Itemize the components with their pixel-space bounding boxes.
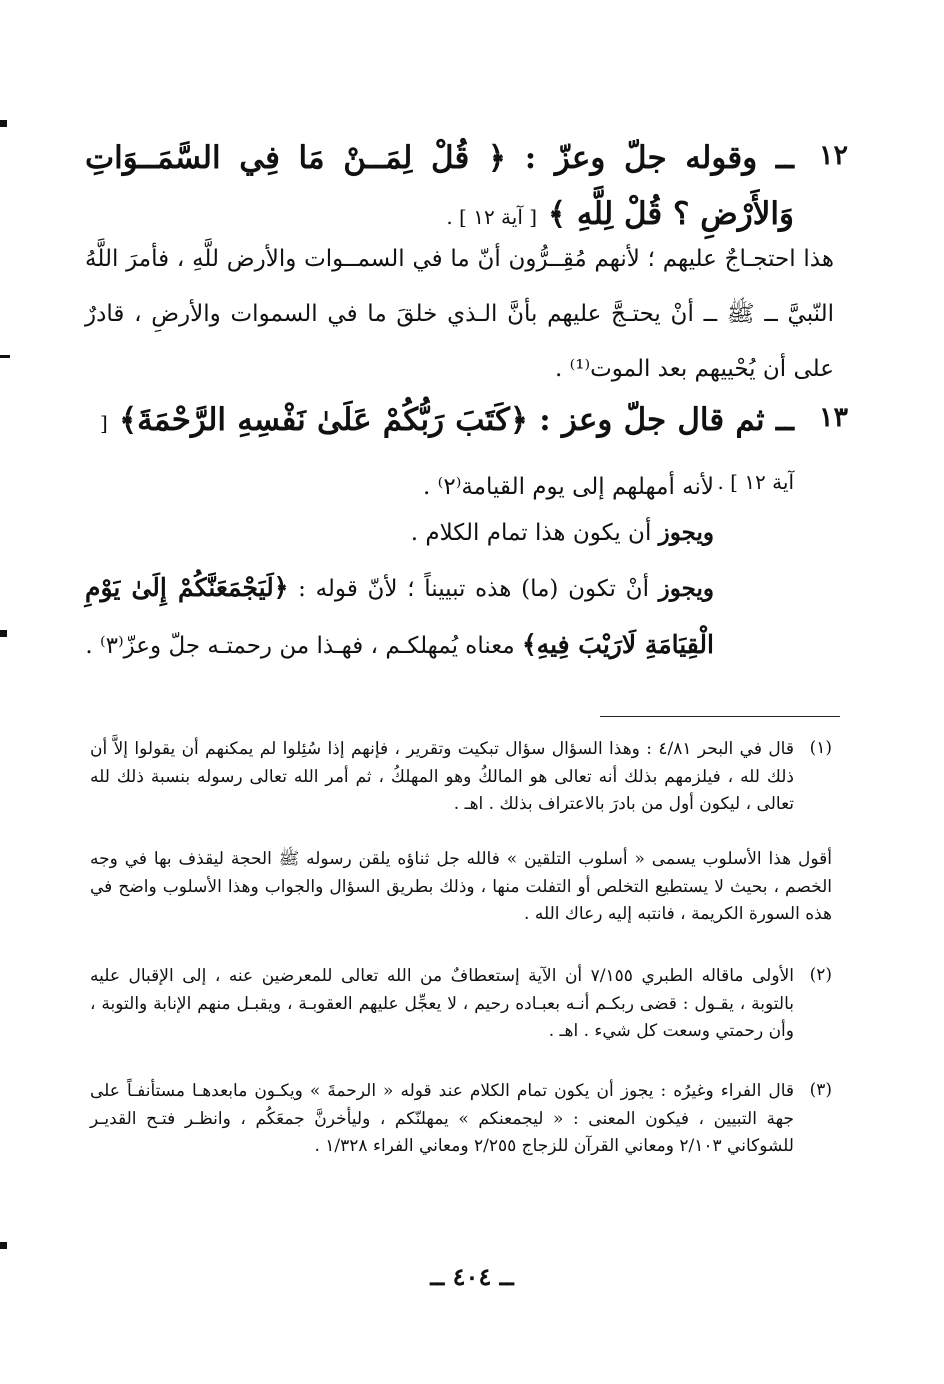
commentary-paragraph: هذا احتجـاجٌ عليهم ؛ لأنهم مُقِــرُّون أنّ ما في السمــوات والأرض للَّهِ ، فأمرَ اللَّهُ النّبيَّ ــ ﷺ ــ أنْ يحتـجَّ عليهم بأنَّ الـذي خلقَ ما في السموات والأرضِ ، قادرٌ على أن يُحْييهم بعد الموت⁽¹⁾ . xyxy=(85,246,834,382)
verse-reference: [ آية ١٢ ] . xyxy=(446,205,538,229)
heading-text: ثم قال جلّ وعز : ﴿كَتَبَ رَبُّكُمْ عَلَىٰ نَفْسِهِ الرَّحْمَةَ﴾ xyxy=(119,402,765,438)
footnote-1-continued xyxy=(90,846,832,929)
footnote-text: الأولى ماقاله الطبري ٧/١٥٥ أن الآية إستعطافٌ من الله تعالى للمعرضين عنه ، إلى الإقبال عليه بالتوبة ، يقـول : قضى ربكـم أنـه بعبـاده رحيم ، لا يعجِّل عليهم العقوبـة ، ويقبـل منهم الإنابة والتوبة ، وأن رحمتي وسعت كل شيء . اهـ . xyxy=(90,966,794,1041)
verse-reference: [ آية ١٢ ] . xyxy=(100,411,794,494)
footnote-text: قال في البحر ٤/٨١ : وهذا السؤال سؤال تبكيت وتقرير ، فإنهم إذا سُئِلوا لم يمكنهم أن يقولوا إلاَّ أن ذلك لله ، فيلزمهم بذلك أنه تعالى هو المالكُ وهو المهلكُ ، ثم أمر الله تعالى رسوله بنسبة ذلك لله تعالى ، ليكون أول من بادرَ بالاعتراف بذلك . اهـ . xyxy=(90,739,794,814)
footnote-marker: (٣) xyxy=(809,1080,832,1100)
footnote-2 xyxy=(90,963,794,1046)
footnote-text: أقول هذا الأسلوب يسمى « أسلوب التلقين » فالله جل ثناؤه يلقن رسوله ﷺ الحجة ليقذف بها في وجه الخصم ، بحيث لا يستطيع التخلص أو التفلت منها ، وذلك بطريق السؤال والجواب وهذا الأسلوب واضح في هذه السورة الكريمة ، فانتبه إليه رعاك الله . xyxy=(90,849,832,924)
heading-text: وقوله جلّ وعزّ : ﴿ قُلْ لِمَــنْ مَا فِي السَّمَــوَاتِ وَالأَرْضِ ؟ قُلْ لِلَّهِ ﴾ xyxy=(85,140,794,232)
commentary-paragraph xyxy=(85,560,714,674)
footnote-marker: (١) xyxy=(809,738,832,758)
footnote-marker: (٢) xyxy=(809,965,832,985)
quran-quote: ﴿لَيَجْمَعَنَّكُمْ إِلَىٰ يَوْمِ الْقِيَامَةِ لَارَيْبَ فِيهِ﴾ xyxy=(85,573,714,659)
page-number: ــ ٤٠٤ ــ xyxy=(430,1262,514,1291)
bold-word: ويجوز xyxy=(658,519,714,546)
line-text: أن يكون هذا تمام الكلام . xyxy=(410,520,659,546)
margin-mark xyxy=(0,120,7,127)
paragraph-text: أنْ تكون (ما) هذه تبييناً ؛ لأنّ قوله : xyxy=(288,576,659,602)
item-dash: ــ xyxy=(775,140,794,176)
commentary-line: لأنه أمهلهم إلى يوم القيامة⁽٢⁾ . xyxy=(423,474,714,500)
footnote-separator xyxy=(600,716,840,717)
footnote-text: قال الفراء وغيرُه : يجوز أن يكون تمام الكلام عند قوله « الرحمةَ » ويكـون مابعدهـا مستأنفـاً على جهة التبيين ، فيكون المعنى : « ليجمعنكم » يمهلنّكم ، وليأخرنَّ جمعَكُم ، وانظـر فتـح القديـر للشوكاني ٢/١٠٣ ومعاني القرآن للزجاج ٢/٢٥٥ ومعاني الفراء ١/٣٢٨ . xyxy=(90,1081,794,1156)
bold-word: ويجوز xyxy=(658,575,715,602)
commentary-line xyxy=(200,505,714,561)
margin-mark xyxy=(0,1242,7,1249)
margin-mark xyxy=(0,630,7,637)
footnote-3 xyxy=(90,1078,794,1161)
margin-mark xyxy=(0,355,10,358)
footnote-1 xyxy=(90,736,794,819)
item-heading xyxy=(85,130,794,245)
item-dash: ــ xyxy=(775,402,794,438)
paragraph-text: معناه يُمهلكـم ، فهـذا من رحمتـه جلّ وعزّ⁽٣⁾ . xyxy=(85,633,523,659)
item-number: ١٢ xyxy=(818,140,848,171)
item-number: ١٣ xyxy=(818,402,848,433)
